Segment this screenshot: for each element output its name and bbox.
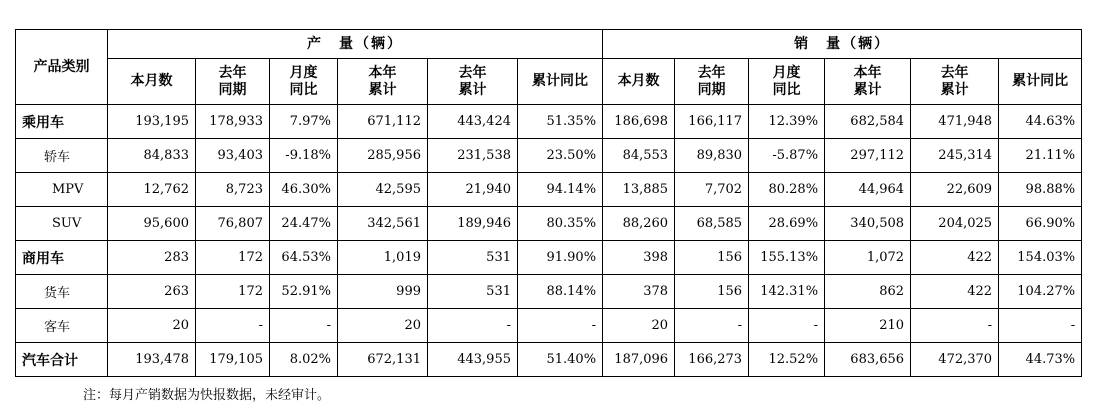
row-label: 轿车 [16,139,108,173]
table-cell: 172 [196,275,270,309]
table-cell: 231,538 [428,139,518,173]
table-cell: 443,955 [428,343,518,377]
table-cell: 52.91% [270,275,338,309]
col-header-line: 月度 [772,64,801,81]
col-header-line: 去年 [697,64,726,81]
production-col-header [338,59,428,105]
sales-col-header [675,59,749,105]
row-label: SUV [16,207,108,241]
table-row [16,309,1082,343]
col-header-line: 本年 [368,64,397,81]
table-cell: 263 [108,275,196,309]
table-cell: 193,195 [108,105,196,139]
row-label: 客车 [16,309,108,343]
table-cell: - [911,309,999,343]
table-cell: 7.97% [270,105,338,139]
table-cell: 179,105 [196,343,270,377]
table-cell: 342,561 [338,207,428,241]
table-cell: 84,553 [603,139,675,173]
table-cell: 76,807 [196,207,270,241]
production-col-header [428,59,518,105]
table-cell: 178,933 [196,105,270,139]
table-cell: - [675,309,749,343]
production-col-header [196,59,270,105]
table-cell: 422 [911,241,999,275]
category-header: 产品类别 [16,30,108,105]
table-cell: 204,025 [911,207,999,241]
col-header-line: 本月数 [617,73,660,89]
table-cell: 193,478 [108,343,196,377]
table-cell: 13,885 [603,173,675,207]
table-cell: 187,096 [603,343,675,377]
table-cell: 166,117 [675,105,749,139]
table-cell: 12,762 [108,173,196,207]
table-cell: 91.90% [518,241,603,275]
table-cell: 20 [108,309,196,343]
table-row [16,139,1082,173]
table-cell: 672,131 [338,343,428,377]
row-label: 汽车合计 [16,343,108,377]
table-cell: 443,424 [428,105,518,139]
col-header-line: 去年 [458,64,487,81]
table-cell: 95,600 [108,207,196,241]
table-cell: 156 [675,241,749,275]
table-cell: 21.11% [999,139,1082,173]
col-header-line: 同期 [697,81,726,98]
table-cell: 189,946 [428,207,518,241]
table-cell: - [999,309,1082,343]
sales-col-header [825,59,911,105]
col-header-line: 累计同比 [532,73,589,89]
table-row [16,275,1082,309]
table-row [16,105,1082,139]
row-label: 商用车 [16,241,108,275]
sales-col-header [911,59,999,105]
table-cell: 531 [428,275,518,309]
table-cell: 80.28% [749,173,825,207]
col-header-line: 去年 [218,64,247,81]
table-cell: 472,370 [911,343,999,377]
table-cell: -5.87% [749,139,825,173]
table-row [16,207,1082,241]
table-cell: 671,112 [338,105,428,139]
table-cell: 340,508 [825,207,911,241]
table-cell: - [270,309,338,343]
table-cell: 22,609 [911,173,999,207]
table-cell: 68,585 [675,207,749,241]
production-col-header [270,59,338,105]
table-cell: 155.13% [749,241,825,275]
table-cell: 66.90% [999,207,1082,241]
col-header-line: 同期 [218,81,247,98]
sales-col-header [749,59,825,105]
table-cell: 471,948 [911,105,999,139]
col-header-line: 同比 [772,81,801,98]
table-cell: 64.53% [270,241,338,275]
table-row [16,173,1082,207]
production-col-header [518,59,603,105]
sales-group-header: 销 量（辆） [603,30,1082,59]
table-cell: 28.69% [749,207,825,241]
production-group-header: 产 量（辆） [108,30,603,59]
table-cell: 20 [338,309,428,343]
col-header-line: 累计 [368,81,397,98]
table-cell: 84,833 [108,139,196,173]
table-cell: 23.50% [518,139,603,173]
table-cell: 1,072 [825,241,911,275]
table-cell: 862 [825,275,911,309]
table-cell: 1,019 [338,241,428,275]
table-cell: 88,260 [603,207,675,241]
table-cell: 44.63% [999,105,1082,139]
table-row [16,241,1082,275]
table-cell: 44,964 [825,173,911,207]
table-cell: 80.35% [518,207,603,241]
col-header-line: 本年 [853,64,882,81]
row-label: 乘用车 [16,105,108,139]
table-cell: 24.47% [270,207,338,241]
table-cell: 46.30% [270,173,338,207]
table-cell: 398 [603,241,675,275]
row-label: 货车 [16,275,108,309]
col-header-line: 月度 [289,64,318,81]
table-cell: 98.88% [999,173,1082,207]
table-cell: 245,314 [911,139,999,173]
col-header-line: 同比 [289,81,318,98]
table-cell: 8.02% [270,343,338,377]
col-header-line: 累计 [940,81,969,98]
col-header-line: 累计 [853,81,882,98]
table-row [16,343,1082,377]
table-cell: 93,403 [196,139,270,173]
table-cell: 12.52% [749,343,825,377]
table-cell: 8,723 [196,173,270,207]
table-cell: 999 [338,275,428,309]
footnote: 注：每月产销数据为快报数据，未经审计。 [83,388,331,403]
table-cell: 682,584 [825,105,911,139]
table-cell: 104.27% [999,275,1082,309]
sales-col-header [999,59,1082,105]
table-cell: 283 [108,241,196,275]
table-cell: 21,940 [428,173,518,207]
table-cell: 89,830 [675,139,749,173]
table-cell: 42,595 [338,173,428,207]
table-cell: 186,698 [603,105,675,139]
col-header-line: 去年 [940,64,969,81]
col-header-line: 累计 [458,81,487,98]
table-cell: 378 [603,275,675,309]
row-label: MPV [16,173,108,207]
production-sales-table [15,29,1082,377]
table-cell: 94.14% [518,173,603,207]
table-cell: - [749,309,825,343]
table-cell: 12.39% [749,105,825,139]
table-cell: - [428,309,518,343]
table-cell: 297,112 [825,139,911,173]
table-cell: 156 [675,275,749,309]
col-header-line: 累计同比 [1012,73,1069,89]
table-cell: 154.03% [999,241,1082,275]
table-cell: 51.40% [518,343,603,377]
table-cell: - [518,309,603,343]
table-cell: 20 [603,309,675,343]
col-header-line: 本月数 [130,73,173,89]
table-cell: 51.35% [518,105,603,139]
table-cell: 166,273 [675,343,749,377]
table-cell: 683,656 [825,343,911,377]
table-cell: 88.14% [518,275,603,309]
table-cell: 422 [911,275,999,309]
sales-col-header [603,59,675,105]
table-cell: 44.73% [999,343,1082,377]
table-cell: 210 [825,309,911,343]
table-cell: -9.18% [270,139,338,173]
table-cell: 285,956 [338,139,428,173]
production-col-header [108,59,196,105]
table-cell: - [196,309,270,343]
table-cell: 142.31% [749,275,825,309]
table-cell: 7,702 [675,173,749,207]
table-cell: 172 [196,241,270,275]
table-cell: 531 [428,241,518,275]
